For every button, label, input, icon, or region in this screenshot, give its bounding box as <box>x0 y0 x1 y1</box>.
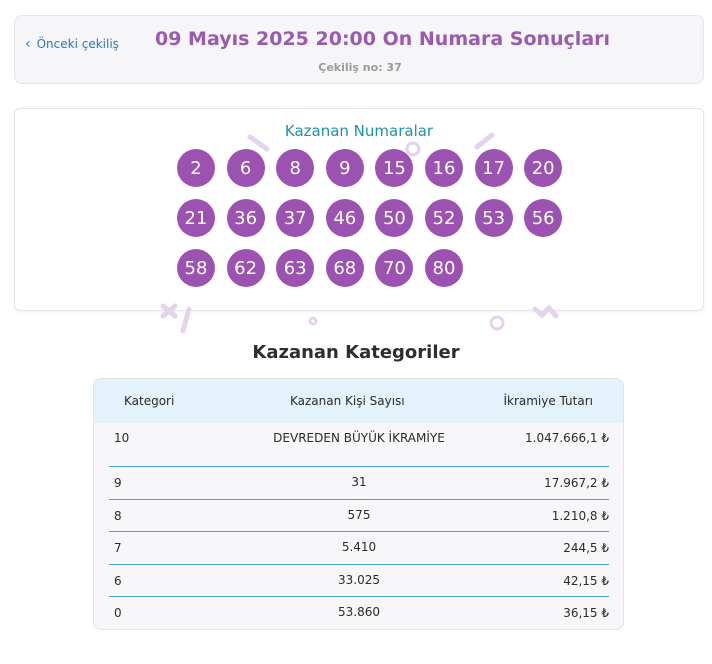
row-winners: 5.410 <box>341 540 377 554</box>
row-category: 7 <box>114 541 122 555</box>
row-winners: DEVREDEN BÜYÜK İKRAMİYE <box>273 431 445 445</box>
draw-header <box>14 15 704 84</box>
row-category: 9 <box>114 476 122 490</box>
row-prize: 1.210,8 ₺ <box>551 509 609 523</box>
row-category: 10 <box>114 431 130 445</box>
row-prize: 244,5 ₺ <box>563 541 609 555</box>
chevron-left-icon: ‹ <box>25 36 31 52</box>
header-category: Kategori <box>124 394 175 408</box>
row-category: 6 <box>114 574 122 588</box>
row-prize: 1.047.666,1 ₺ <box>525 431 609 445</box>
number-ball: 37 <box>276 199 314 237</box>
row-prize: 17.967,2 ₺ <box>544 476 609 490</box>
number-ball: 53 <box>475 199 513 237</box>
number-ball: 8 <box>276 149 314 187</box>
number-ball: 70 <box>375 249 413 287</box>
table-header <box>94 379 623 423</box>
categories-title: Kazanan Kategoriler <box>252 342 460 363</box>
row-winners: 53.860 <box>338 605 380 619</box>
page-title: 09 Mayıs 2025 20:00 On Numara Sonuçları <box>155 28 611 50</box>
number-ball: 2 <box>177 149 215 187</box>
row-winners: 575 <box>347 508 371 522</box>
row-winners: 33.025 <box>338 573 380 587</box>
number-ball: 68 <box>326 249 364 287</box>
table-row <box>109 500 609 532</box>
previous-draw-link[interactable] <box>25 37 119 51</box>
number-ball: 56 <box>524 199 562 237</box>
number-ball: 17 <box>475 149 513 187</box>
table-row <box>109 467 609 500</box>
number-ball: 58 <box>177 249 215 287</box>
number-ball: 21 <box>177 199 215 237</box>
row-prize: 36,15 ₺ <box>563 606 609 620</box>
winning-numbers-card <box>14 108 704 311</box>
number-ball: 52 <box>425 199 463 237</box>
winning-numbers-title: Kazanan Numaralar <box>284 122 434 140</box>
table-row <box>109 423 609 467</box>
row-prize: 42,15 ₺ <box>563 574 609 588</box>
number-ball: 15 <box>375 149 413 187</box>
row-category: 0 <box>114 606 122 620</box>
number-ball: 36 <box>227 199 265 237</box>
header-prize: İkramiye Tutarı <box>503 394 593 408</box>
number-ball: 80 <box>425 249 463 287</box>
header-winners: Kazanan Kişi Sayısı <box>290 394 405 408</box>
number-ball: 16 <box>425 149 463 187</box>
previous-draw-label: Önceki çekiliş <box>36 37 119 51</box>
row-winners: 31 <box>351 475 367 489</box>
number-ball: 46 <box>326 199 364 237</box>
number-ball: 63 <box>276 249 314 287</box>
table-row <box>109 532 609 565</box>
number-ball: 20 <box>524 149 562 187</box>
row-category: 8 <box>114 509 122 523</box>
categories-table <box>93 378 624 630</box>
table-row <box>109 597 609 630</box>
number-ball: 62 <box>227 249 265 287</box>
table-row <box>109 565 609 597</box>
number-ball: 9 <box>326 149 364 187</box>
draw-number: Çekiliş no: 37 <box>318 61 402 74</box>
number-ball: 6 <box>227 149 265 187</box>
number-ball: 50 <box>375 199 413 237</box>
